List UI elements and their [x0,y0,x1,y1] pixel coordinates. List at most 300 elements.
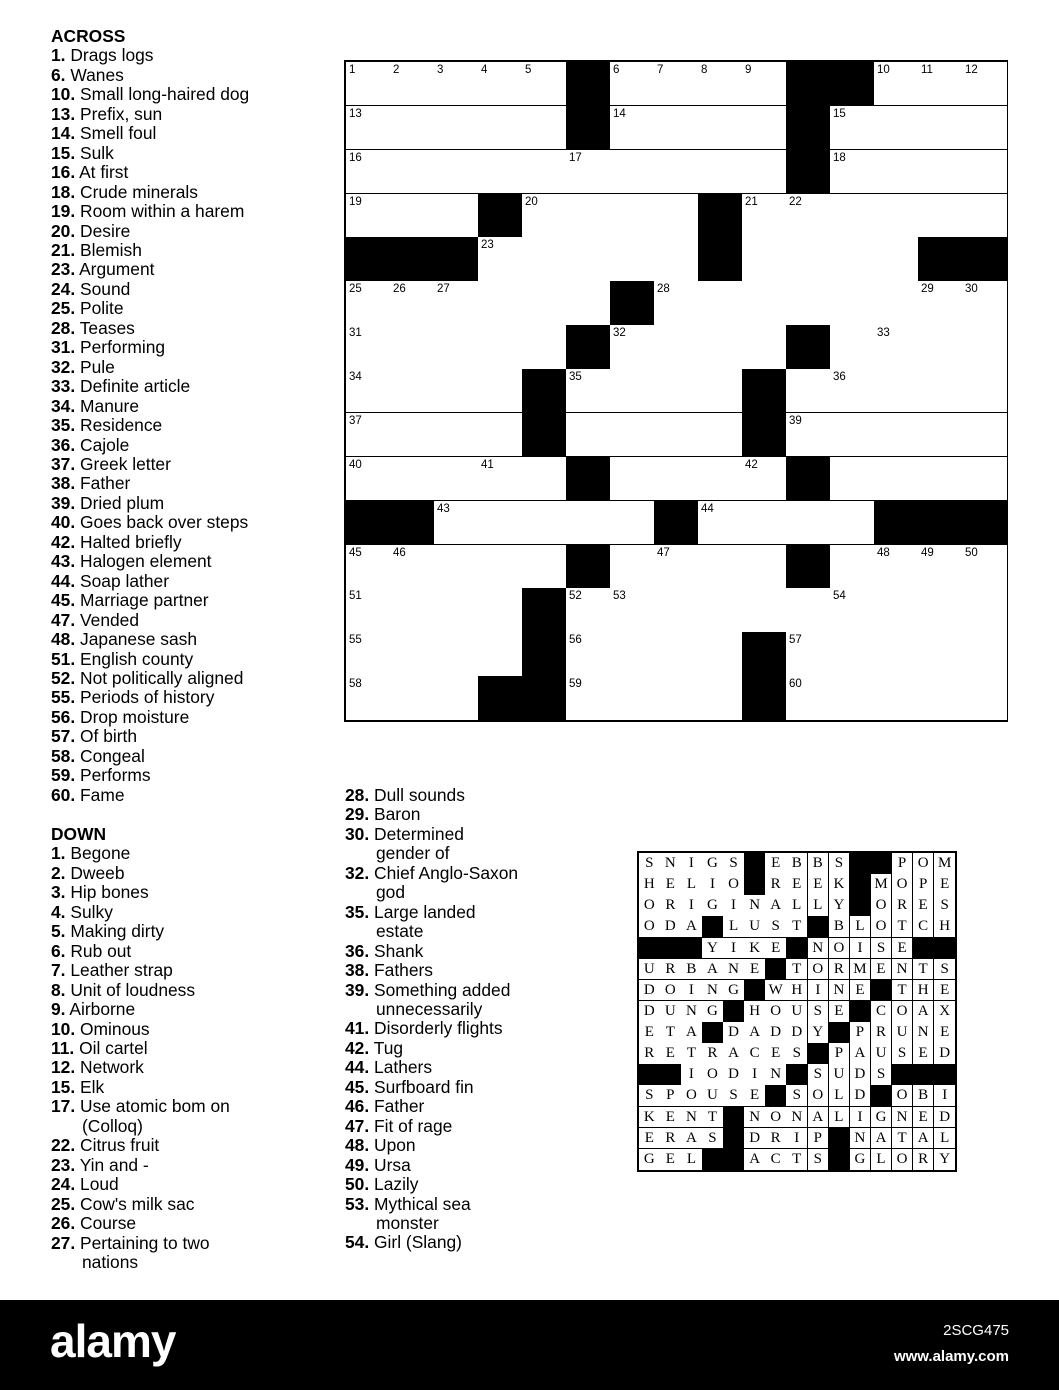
clue [51,1234,331,1253]
grid-cell[interactable] [698,369,743,413]
grid-cell[interactable] [522,501,567,545]
grid-cell[interactable] [654,369,699,413]
clue-number: 47. [345,1115,370,1136]
grid-cell[interactable] [610,545,655,589]
grid-block [786,150,831,194]
solution-letter: O [765,1107,787,1129]
grid-cell[interactable] [830,501,875,545]
grid-cell[interactable] [874,194,919,238]
grid-cell[interactable] [874,588,919,632]
grid-cell[interactable] [346,676,391,720]
grid-cell[interactable] [434,588,479,632]
cell-number: 18 [833,151,846,164]
grid-cell[interactable] [742,545,787,589]
grid-cell[interactable] [434,545,479,589]
grid-cell[interactable] [434,369,479,413]
grid-cell[interactable] [918,676,963,720]
clue-text: Baron [374,804,421,825]
cell-number: 39 [789,414,802,427]
solution-letter: R [660,895,682,917]
grid-cell[interactable] [610,676,655,720]
clue-number: 3. [51,882,66,903]
clue-number: 51. [51,648,76,669]
grid-cell[interactable] [874,62,919,106]
grid-cell[interactable] [346,588,391,632]
clue-text: Lazily [374,1174,419,1195]
grid-cell[interactable] [610,632,655,676]
grid-block [830,62,875,106]
grid-cell[interactable] [522,150,567,194]
clue-text: Room within a harem [80,201,245,222]
clue-text: Periods of history [80,687,215,708]
grid-cell[interactable] [566,150,611,194]
grid-cell[interactable] [610,457,655,501]
grid-cell[interactable] [918,62,963,106]
grid-cell[interactable] [698,413,743,457]
grid-cell[interactable] [346,457,391,501]
grid-cell[interactable] [698,632,743,676]
cell-number: 32 [613,327,626,340]
clue-text: Begone [70,843,131,864]
solution-letter: I [681,980,703,1002]
clue [51,1195,331,1214]
grid-cell[interactable] [566,588,611,632]
grid-cell[interactable] [434,325,479,369]
solution-block [702,1022,724,1044]
grid-cell[interactable] [478,501,523,545]
grid-cell[interactable] [566,501,611,545]
solution-block [723,1128,745,1150]
grid-cell[interactable] [654,588,699,632]
grid-cell[interactable] [918,413,963,457]
solution-letter: A [744,1149,766,1171]
grid-cell[interactable] [390,632,435,676]
grid-cell[interactable] [654,676,699,720]
solution-letter: A [723,1043,745,1065]
clue [51,766,331,785]
grid-cell[interactable] [874,325,919,369]
grid-cell[interactable] [698,676,743,720]
solution-letter: A [913,1128,935,1150]
solution-letter: O [639,895,661,917]
clue-number: 45. [51,590,76,611]
clue-text: Sulky [70,901,113,922]
grid-cell[interactable] [346,281,391,325]
grid-cell[interactable] [830,194,875,238]
grid-cell[interactable] [874,150,919,194]
grid-cell[interactable] [918,457,963,501]
grid-cell[interactable] [654,106,699,150]
grid-cell[interactable] [698,150,743,194]
grid-cell[interactable] [918,194,963,238]
solution-letter: N [744,1107,766,1129]
clue-text: Surfboard fin [374,1076,474,1097]
grid-cell[interactable] [566,676,611,720]
clue-number: 5. [51,921,66,942]
grid-cell[interactable] [962,281,1007,325]
grid-cell[interactable] [390,588,435,632]
grid-cell[interactable] [610,106,655,150]
grid-cell[interactable] [830,457,875,501]
grid-cell[interactable] [610,501,655,545]
grid-cell[interactable] [522,457,567,501]
grid-cell[interactable] [742,325,787,369]
grid-cell[interactable] [742,150,787,194]
solution-letter: E [892,938,914,960]
grid-cell[interactable] [346,369,391,413]
cell-number: 14 [613,107,626,120]
cell-number: 58 [349,678,362,691]
grid-cell[interactable] [742,237,787,281]
grid-cell[interactable] [434,457,479,501]
clue [345,961,605,980]
clue [51,864,331,883]
grid-cell[interactable] [610,413,655,457]
clue-text: Rub out [70,940,132,961]
grid-cell[interactable] [434,106,479,150]
grid-cell[interactable] [786,237,831,281]
grid-cell[interactable] [830,150,875,194]
grid-cell[interactable] [830,237,875,281]
solution-letter: R [871,1022,893,1044]
grid-cell[interactable] [566,369,611,413]
clue-number: 13. [51,103,76,124]
clue-number: 25. [51,1193,76,1214]
grid-block [390,237,435,281]
solution-letter: R [913,1149,935,1171]
grid-cell[interactable] [346,150,391,194]
clue-number: 49. [345,1154,370,1175]
grid-cell[interactable] [346,325,391,369]
solution-letter: U [829,1064,851,1086]
solution-letter: A [681,1128,703,1150]
clue [51,844,331,863]
grid-cell[interactable] [742,62,787,106]
grid-cell[interactable] [522,545,567,589]
grid-cell[interactable] [478,325,523,369]
grid-cell[interactable] [566,413,611,457]
grid-cell[interactable] [830,281,875,325]
clue-number: 50. [345,1174,370,1195]
grid-cell[interactable] [654,632,699,676]
grid-cell[interactable] [478,369,523,413]
grid-cell[interactable] [522,237,567,281]
grid-cell[interactable] [434,62,479,106]
grid-cell[interactable] [830,413,875,457]
grid-cell[interactable] [742,281,787,325]
grid-cell[interactable] [874,413,919,457]
grid-cell[interactable] [962,413,1007,457]
solution-letter: O [639,916,661,938]
grid-cell[interactable] [962,62,1007,106]
grid-block [742,369,787,413]
grid-cell[interactable] [698,588,743,632]
grid-cell[interactable] [566,281,611,325]
grid-cell[interactable] [918,281,963,325]
grid-cell[interactable] [962,632,1007,676]
solution-letter: L [723,916,745,938]
grid-cell[interactable] [830,369,875,413]
grid-cell[interactable] [786,588,831,632]
grid-cell[interactable] [478,588,523,632]
grid-cell[interactable] [346,106,391,150]
solution-letter: E [765,853,787,875]
grid-cell[interactable] [786,676,831,720]
grid-cell[interactable] [962,588,1007,632]
grid-cell[interactable] [962,545,1007,589]
grid-cell[interactable] [610,150,655,194]
grid-cell[interactable] [346,62,391,106]
grid-cell[interactable] [918,325,963,369]
grid-cell[interactable] [478,632,523,676]
grid-cell[interactable] [742,106,787,150]
grid-cell[interactable] [654,194,699,238]
grid-cell[interactable] [874,457,919,501]
grid-cell[interactable] [478,413,523,457]
grid-cell[interactable] [698,281,743,325]
grid-cell[interactable] [390,369,435,413]
cell-number: 51 [349,590,362,603]
grid-cell[interactable] [698,501,743,545]
grid-block [522,588,567,632]
grid-cell[interactable] [962,325,1007,369]
grid-block [610,281,655,325]
grid-cell[interactable] [434,676,479,720]
grid-cell[interactable] [390,413,435,457]
grid-cell[interactable] [390,150,435,194]
cell-number: 31 [349,327,362,340]
grid-cell[interactable] [786,413,831,457]
grid-block [346,237,391,281]
grid-cell[interactable] [346,194,391,238]
grid-cell[interactable] [566,632,611,676]
grid-cell[interactable] [478,457,523,501]
grid-cell[interactable] [522,62,567,106]
grid-cell[interactable] [786,281,831,325]
clue [345,864,605,883]
clue [345,786,605,805]
grid-cell[interactable] [390,545,435,589]
alamy-logo: alamy [50,1315,176,1367]
grid-cell[interactable] [390,62,435,106]
solution-letter: E [808,874,830,896]
solution-letter: L [829,1107,851,1129]
grid-cell[interactable] [346,545,391,589]
grid-cell[interactable] [962,676,1007,720]
clue-number: 47. [51,609,76,630]
grid-cell[interactable] [830,325,875,369]
clue-number: 34. [51,395,76,416]
grid-cell[interactable] [654,325,699,369]
clue-text: Smell foul [80,123,157,144]
grid-cell[interactable] [654,62,699,106]
solution-letter: S [765,916,787,938]
grid-cell[interactable] [962,194,1007,238]
clue-text: Pule [80,356,115,377]
grid-cell[interactable] [874,281,919,325]
cell-number: 57 [789,634,802,647]
grid-cell[interactable] [830,588,875,632]
grid-cell[interactable] [522,106,567,150]
grid-cell[interactable] [434,194,479,238]
grid-cell[interactable] [390,106,435,150]
solution-letter: S [934,959,956,981]
clue-number: 1. [51,45,66,66]
solution-letter: R [702,1043,724,1065]
grid-cell[interactable] [786,369,831,413]
clue [51,572,331,591]
grid-cell[interactable] [610,194,655,238]
cell-number: 37 [349,414,362,427]
grid-cell[interactable] [698,62,743,106]
grid-cell[interactable] [478,150,523,194]
grid-cell[interactable] [478,106,523,150]
grid-cell[interactable] [522,281,567,325]
solution-letter: L [829,1085,851,1107]
grid-block [742,413,787,457]
grid-cell[interactable] [698,545,743,589]
grid-cell[interactable] [434,281,479,325]
grid-cell[interactable] [698,325,743,369]
grid-cell[interactable] [742,501,787,545]
solution-block [808,916,830,938]
solution-letter: L [934,1128,956,1150]
solution-letter: M [871,874,893,896]
grid-cell[interactable] [918,106,963,150]
grid-cell[interactable] [654,545,699,589]
grid-cell[interactable] [390,325,435,369]
grid-cell[interactable] [566,194,611,238]
grid-cell[interactable] [918,150,963,194]
clue-number: 57. [51,726,76,747]
grid-cell[interactable] [830,545,875,589]
grid-cell[interactable] [346,413,391,457]
grid-cell[interactable] [962,369,1007,413]
grid-cell[interactable] [874,237,919,281]
grid-cell[interactable] [918,369,963,413]
grid-cell[interactable] [654,281,699,325]
image-id: 2SCG475 [943,1322,1009,1339]
grid-cell[interactable] [874,676,919,720]
solution-letter: I [850,1107,872,1129]
clue-text: Polite [80,298,124,319]
solution-letter: C [765,1149,787,1171]
solution-letter: S [808,1001,830,1023]
grid-cell[interactable] [962,150,1007,194]
solution-letter: N [723,959,745,981]
cell-number: 11 [921,64,933,76]
grid-cell[interactable] [918,545,963,589]
grid-cell[interactable] [346,632,391,676]
cell-number: 36 [833,371,846,384]
solution-letter: G [639,1149,661,1171]
grid-cell[interactable] [742,194,787,238]
grid-block [742,632,787,676]
grid-cell[interactable] [830,676,875,720]
grid-cell[interactable] [610,325,655,369]
cell-number: 49 [921,546,934,559]
solution-letter: A [681,1022,703,1044]
grid-cell[interactable] [698,106,743,150]
grid-cell[interactable] [478,62,523,106]
grid-block [390,501,435,545]
grid-cell[interactable] [610,369,655,413]
clue-text: Manure [80,395,139,416]
grid-cell[interactable] [654,237,699,281]
solution-letter: Y [808,1022,830,1044]
grid-cell[interactable] [918,632,963,676]
grid-cell[interactable] [874,632,919,676]
grid-cell[interactable] [478,281,523,325]
grid-cell[interactable] [610,62,655,106]
cell-number: 19 [349,195,362,208]
grid-cell[interactable] [786,501,831,545]
clue [345,825,605,844]
grid-cell[interactable] [962,106,1007,150]
grid-cell[interactable] [654,413,699,457]
grid-cell[interactable] [742,457,787,501]
clue-text: Drop moisture [80,706,190,727]
solution-letter: E [744,1085,766,1107]
grid-cell[interactable] [522,194,567,238]
grid-cell[interactable] [566,237,611,281]
clue [345,903,605,922]
grid-cell[interactable] [742,588,787,632]
grid-cell[interactable] [390,457,435,501]
clue [51,105,331,124]
grid-cell[interactable] [434,413,479,457]
grid-cell[interactable] [434,150,479,194]
clue-text: Performs [80,765,151,786]
grid-cell[interactable] [478,237,523,281]
cell-number: 7 [657,64,664,76]
grid-cell[interactable] [390,676,435,720]
grid-cell[interactable] [874,369,919,413]
grid-cell[interactable] [830,106,875,150]
grid-cell[interactable] [522,325,567,369]
grid-cell[interactable] [434,501,479,545]
grid-cell[interactable] [654,150,699,194]
grid-cell[interactable] [830,632,875,676]
cell-number: 1 [349,64,356,76]
clue-number: 44. [345,1057,370,1078]
solution-letter: E [913,895,935,917]
grid-cell[interactable] [610,237,655,281]
grid-cell[interactable] [786,632,831,676]
clue-number: 60. [51,784,76,805]
grid-cell[interactable] [874,106,919,150]
grid-cell[interactable] [786,194,831,238]
solution-letter: D [723,1022,745,1044]
clue-text: English county [80,648,194,669]
grid-cell[interactable] [610,588,655,632]
grid-cell[interactable] [962,457,1007,501]
solution-letter: R [765,874,787,896]
clue-number: 24. [51,278,76,299]
grid-block [962,501,1007,545]
grid-cell[interactable] [918,588,963,632]
grid-cell[interactable] [390,194,435,238]
clue-number: 28. [51,317,76,338]
grid-cell[interactable] [698,457,743,501]
clue [345,1019,605,1038]
grid-cell[interactable] [874,545,919,589]
solution-letter: D [934,1043,956,1065]
grid-cell[interactable] [478,545,523,589]
grid-cell[interactable] [390,281,435,325]
grid-cell[interactable] [654,457,699,501]
grid-cell[interactable] [434,632,479,676]
